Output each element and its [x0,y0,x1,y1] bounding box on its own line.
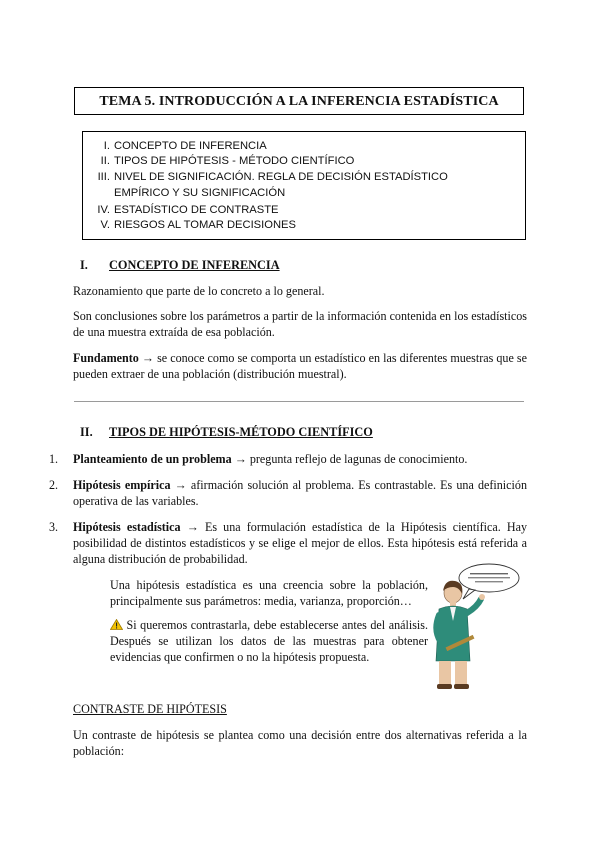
toc-item [83,139,525,154]
toc-text: ESTADÍSTICO DE CONTRASTE [114,204,279,216]
toc-text: EMPÍRICO Y SU SIGNIFICACIÓN [114,187,286,199]
toc-item [83,170,525,185]
list-number: 2. [49,478,59,492]
list-text: → Es una formulación estadística de la Hipótesis científica. Hay posibilidad de distintos estadísticos y se elige el mejor de ellos. Esta hipótesis está referida a alguna distribución de probabilidad. [73,520,527,566]
toc-number: III. [97,171,110,183]
toc-text: TIPOS DE HIPÓTESIS - MÉTODO CIENTÍFICO [114,155,355,167]
paragraph: Son conclusiones sobre los parámetros a partir de la información contenida en los estadísticos de una muestra extraída de esa población. [73,309,527,339]
warning-text: Si queremos contrastarla, debe establecerse antes del análisis. Después se utilizan los datos de las muestras para obtener evidencias que confirmen o no la hipótesis propuesta. [110,618,428,664]
list-item [49,451,527,467]
teacher-illustration [423,563,521,691]
paragraph [73,350,527,382]
section-heading [80,425,480,441]
list-text: → pregunta reflejo de lagunas de conocimiento. [231,452,468,466]
section-number: II. [80,425,93,439]
toc-text: NIVEL DE SIGNIFICACIÓN. REGLA DE DECISIÓN ESTADÍSTICO [114,171,448,183]
section-heading [80,258,480,274]
section-title: TIPOS DE HIPÓTESIS-MÉTODO CIENTÍFICO [109,425,373,439]
hypothesis-note: Una hipótesis estadística es una creencia sobre la población, principalmente sus parámetros: media, varianza, proporción… [110,578,428,608]
paragraph-text: → se conoce como se comporta un estadístico en las diferentes muestras que se pueden extraer de una población (distribución muestral). [73,351,527,381]
teacher-figure-icon [436,581,485,689]
toc-number: II. [100,155,110,167]
bold-term: Planteamiento de un problema [73,452,232,466]
bold-term: Hipótesis estadística [73,520,181,534]
paragraph: Un contraste de hipótesis se plantea como una decisión entre dos alternativas referida a la población: [73,728,527,758]
warning-icon [110,619,123,630]
list-item [49,519,527,567]
toc-item [83,186,525,201]
bold-term: Fundamento [73,351,139,365]
toc-item [83,203,525,218]
list-number: 1. [49,452,59,466]
toc-number: V. [100,219,110,231]
toc-item [83,218,525,233]
divider [74,401,524,402]
table-of-contents [82,131,526,240]
toc-number: I. [103,140,110,152]
bold-term: Hipótesis empírica [73,478,171,492]
speech-bubble-icon [459,564,519,599]
section-number: I. [80,258,88,272]
subsection-title: CONTRASTE DE HIPÓTESIS [73,702,227,716]
toc-item [83,154,525,169]
warning-note [110,617,428,665]
section-title: CONCEPTO DE INFERENCIA [109,258,280,272]
toc-text: RIESGOS AL TOMAR DECISIONES [114,219,296,231]
paragraph: Razonamiento que parte de lo concreto a lo general. [73,284,325,298]
toc-text: CONCEPTO DE INFERENCIA [114,140,267,152]
toc-number: IV. [97,204,110,216]
list-number: 3. [49,520,59,534]
list-text: → afirmación solución al problema. Es contrastable. Es una definición operativa de las variables. [73,478,527,508]
page-title: TEMA 5. INTRODUCCIÓN A LA INFERENCIA ESTADÍSTICA [74,87,524,115]
list-item [49,477,527,509]
